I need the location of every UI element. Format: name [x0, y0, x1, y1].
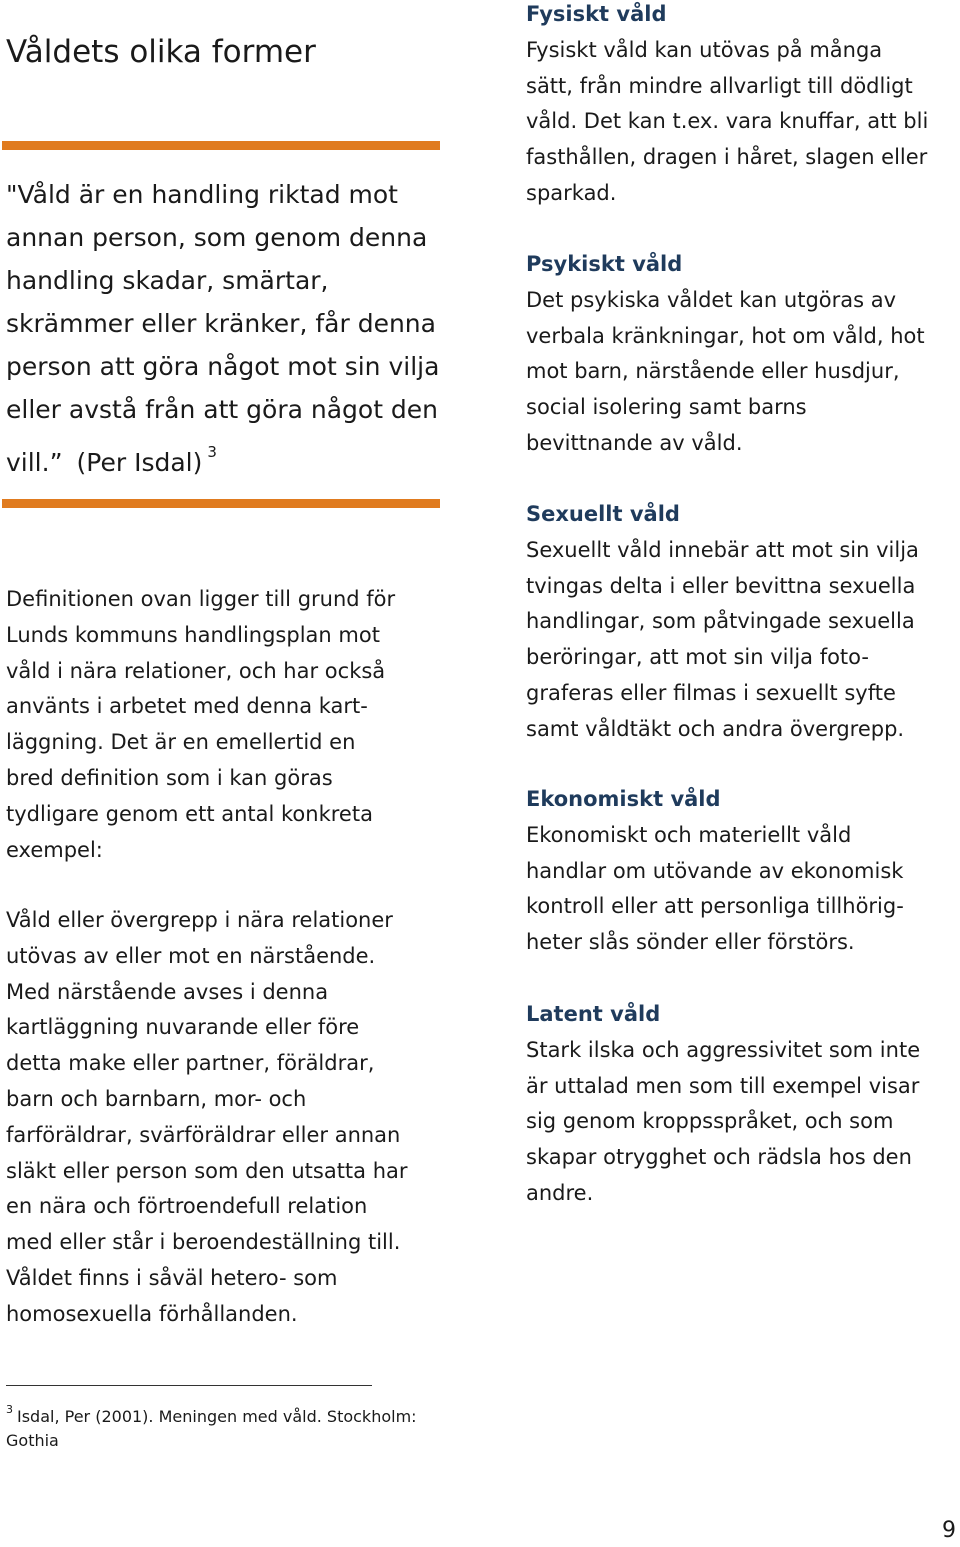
quote-attribution: (Per Isdal) [76, 448, 203, 477]
section-line: beröringar, att mot sin vilja foto- [526, 645, 869, 670]
section-fysiskt-vald [526, 0, 956, 212]
section-line: samt våldtäkt och andra övergrepp. [526, 716, 905, 741]
paragraph-line: en nära och förtroendefull relation [6, 1194, 368, 1219]
definition-quote [6, 173, 446, 484]
section-heading: Psykiskt våld [526, 252, 683, 276]
paragraph-line: Definitionen ovan ligger till grund för [6, 587, 396, 611]
quote-last-line [6, 431, 446, 484]
footnote-number: 3 [6, 1403, 13, 1416]
footnote-line: Gothia [6, 1431, 59, 1450]
paragraph-line: använts i arbetet med denna kart- [6, 694, 368, 719]
section-line: mot barn, närstående eller husdjur, [526, 359, 900, 384]
section-sexuellt-vald [526, 497, 956, 748]
section-line: tvingas delta i eller bevittna sexuella [526, 573, 916, 598]
relations-paragraph [6, 903, 446, 1333]
quote-line: eller avstå från att göra något den [6, 395, 439, 424]
page-title: Våldets olika former [6, 34, 316, 70]
paragraph-line: exempel: [6, 837, 103, 862]
quote-line: person att göra något mot sin vilja [6, 352, 440, 381]
quote-line: skrämmer eller kränker, får denna [6, 309, 436, 338]
paragraph-line: tydligare genom ett antal konkreta [6, 801, 373, 826]
quote-line: "Våld är en handling riktad mot [6, 180, 398, 209]
section-heading: Ekonomiskt våld [526, 787, 721, 811]
quote-line-end: vill.” [6, 448, 63, 477]
section-line: Stark ilska och aggressivitet som inte [526, 1037, 921, 1062]
paragraph-line: homosexuella förhållanden. [6, 1301, 298, 1326]
section-line: handlar om utövande av ekonomisk [526, 858, 904, 883]
section-line: andre. [526, 1180, 594, 1205]
section-line: Det psykiska våldet kan utgöras av [526, 287, 897, 312]
section-line: social isolering samt barns [526, 395, 807, 420]
section-line: sätt, från mindre allvarligt till dödligt [526, 73, 913, 98]
section-line: fasthållen, dragen i håret, slagen eller [526, 145, 928, 170]
paragraph-line: Våldet finns i såväl hetero- som [6, 1265, 338, 1290]
paragraph-line: detta make eller partner, föräldrar, [6, 1051, 375, 1076]
paragraph-line: utövas av eller mot en närstående. [6, 943, 376, 968]
paragraph-line: släkt eller person som den utsatta har [6, 1158, 408, 1183]
section-line: sig genom kroppsspråket, och som [526, 1109, 894, 1134]
quote-line: annan person, som genom denna [6, 223, 428, 252]
section-line: är uttalad men som till exempel visar [526, 1073, 920, 1098]
section-line: skapar otrygghet och rädsla hos den [526, 1145, 912, 1170]
section-line: graferas eller filmas i sexuellt syfte [526, 680, 896, 705]
footnote-line [6, 1398, 446, 1429]
section-heading: Latent våld [526, 1002, 661, 1026]
footnote-text: Isdal, Per (2001). Meningen med våld. Stockholm: [17, 1407, 417, 1426]
paragraph-line: Våld eller övergrepp i nära relationer [6, 908, 393, 932]
section-line: bevittnande av våld. [526, 430, 743, 455]
paragraph-line: kartläggning nuvarande eller före [6, 1015, 360, 1040]
footnote-reference: 3 [207, 443, 217, 461]
section-line: handlingar, som påtvingade sexuella [526, 609, 915, 634]
quote-line: handling skadar, smärtar, [6, 266, 329, 295]
section-line: Sexuellt våld innebär att mot sin vilja [526, 537, 919, 562]
accent-rule-top [2, 141, 440, 150]
section-line: Ekonomiskt och materiellt våld [526, 822, 852, 847]
footnote [6, 1398, 446, 1453]
paragraph-line: läggning. Det är en emellertid en [6, 730, 356, 755]
section-line: Fysiskt våld kan utövas på många [526, 37, 883, 62]
section-heading: Sexuellt våld [526, 502, 680, 526]
accent-rule-bottom [2, 499, 440, 508]
paragraph-line: Lunds kommuns handlingsplan mot [6, 622, 380, 647]
section-line: sparkad. [526, 180, 617, 205]
section-latent-vald [526, 997, 956, 1212]
paragraph-line: farföräldrar, svärföräldrar eller annan [6, 1122, 401, 1147]
section-line: heter slås sönder eller förstörs. [526, 930, 855, 955]
page-number: 9 [942, 1518, 956, 1543]
section-line: kontroll eller att personliga tillhörig- [526, 894, 904, 919]
section-line: verbala kränkningar, hot om våld, hot [526, 323, 925, 348]
section-heading: Fysiskt våld [526, 2, 667, 26]
definition-paragraph [6, 582, 446, 868]
paragraph-line: Med närstående avses i denna [6, 979, 329, 1004]
footnote-separator [6, 1385, 372, 1386]
paragraph-line: barn och barnbarn, mor- och [6, 1086, 307, 1111]
section-ekonomiskt-vald [526, 782, 956, 961]
paragraph-line: med eller står i beroendeställning till. [6, 1230, 401, 1255]
paragraph-line: bred definition som i kan göras [6, 765, 333, 790]
paragraph-line: våld i nära relationer, och har också [6, 658, 386, 683]
section-psykiskt-vald [526, 247, 956, 462]
section-line: våld. Det kan t.ex. vara knuffar, att bli [526, 109, 929, 134]
